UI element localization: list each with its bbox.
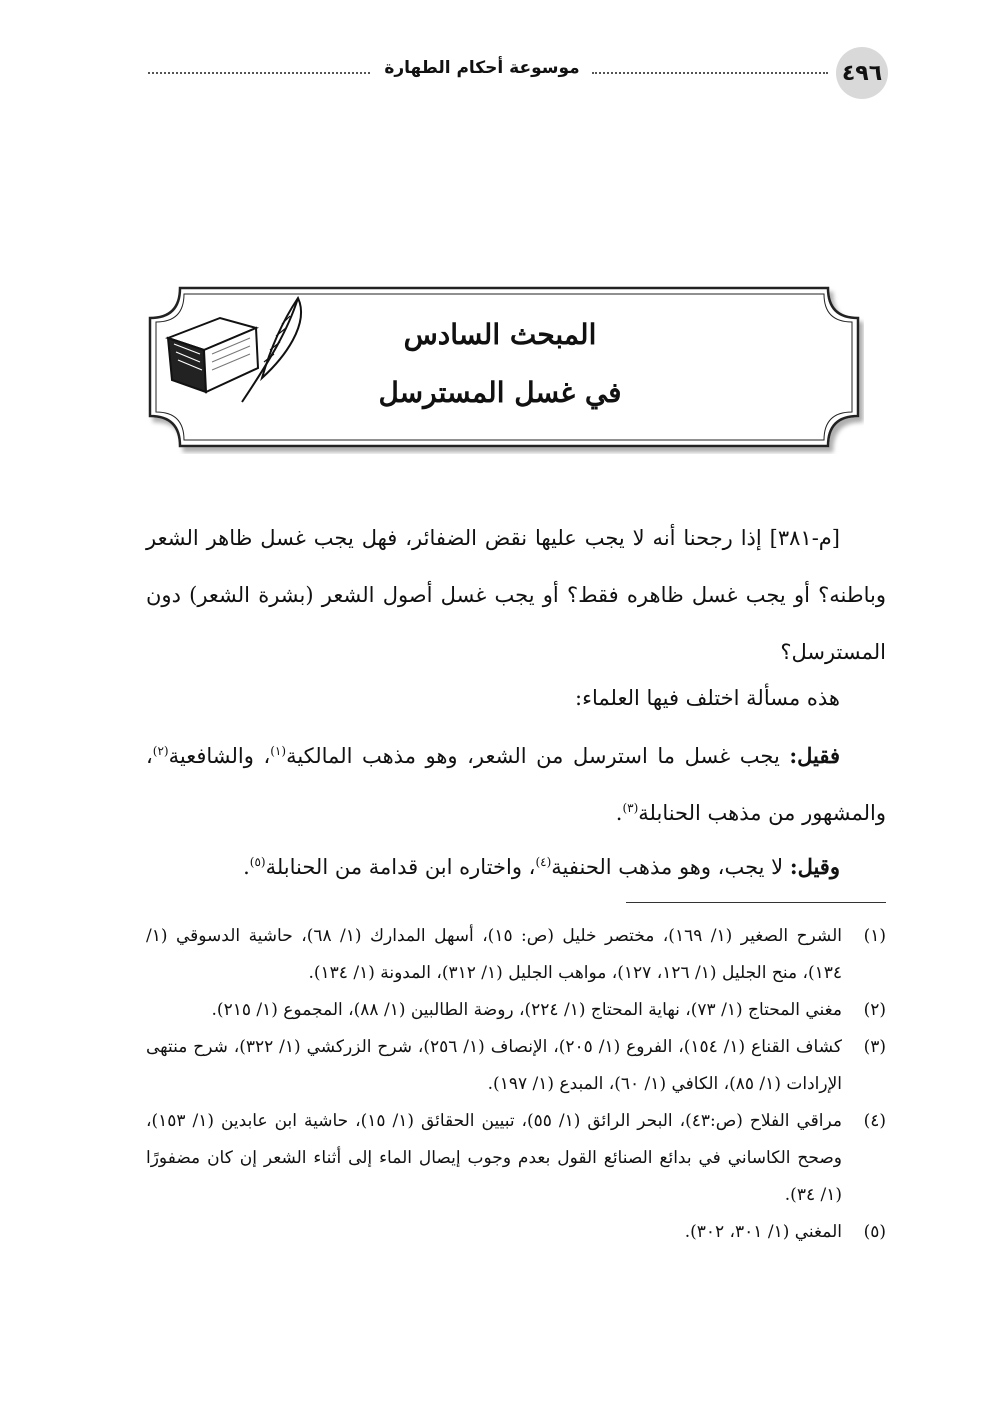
header-divider-right (592, 72, 828, 74)
footnote-text: مراقي الفلاح (ص:٤٣)، البحر الرائق (١/ ٥٥)، تبيين الحقائق (١/ ١٥)، حاشية ابن عابدين (١/ ١٥٣)، وصحح الكاساني في بدائع الصنائع القول بعدم وجوب إيصال الماء إلى أثناء الشعر إن كان مضفورًا (١/ ٣٤). (146, 1111, 842, 1205)
bold-lead: فقيل: (789, 743, 841, 768)
footnote-text: المغني (١/ ٣٠١، ٣٠٢). (684, 1222, 842, 1242)
body-paragraph-1: [م-٣٨١] إذا رجحنا أنه لا يجب عليها نقض الضفائر، فهل يجب غسل ظاهر الشعر وباطنه؟ أو يجب غسل ظاهره فقط؟ أو يجب غسل أصول الشعر (بشرة الشعر) دون المسترسل؟ (146, 526, 886, 664)
footnote-number: (٢) (863, 1000, 886, 1020)
footnote-ref[interactable]: (٢) (152, 744, 169, 758)
book-title: موسوعة أحكام الطهارة (384, 58, 580, 78)
bold-lead: وقيل: (789, 854, 840, 879)
footnote-text: مغني المحتاج (١/ ٧٣)، نهاية المحتاج (١/ ٢٢٤)، روضة الطالبين (١/ ٨٨)، المجموع (١/ ٢١٥). (211, 1000, 842, 1020)
body-paragraph-4: وقيل: لا يجب، وهو مذهب الحنفية$^{(٤)}$، واختاره ابن قدامة من الحنابلة$^{(٥)}$. (243, 854, 840, 879)
footnote-number: (١) (863, 926, 886, 946)
footnote-ref[interactable]: (١) (270, 744, 287, 758)
book-quill-icon (160, 294, 310, 406)
footnote-text: الشرح الصغير (١/ ١٦٩)، مختصر خليل (ص: ١٥)، أسهل المدارك (١/ ٦٨)، حاشية الدسوقي (١/ ١٣٤)، منح الجليل (١/ ١٢٦، ١٢٧)، مواهب الجليل (١/ ٣١٢)، المدونة (١/ ١٣٤). (146, 926, 842, 983)
footnote-ref[interactable]: (٣) (622, 801, 639, 815)
footnote-ref[interactable]: (٤) (535, 855, 552, 869)
page-number: ٤٩٦ (836, 47, 888, 99)
chapter-title: المبحث السادس (403, 318, 597, 351)
footnote-item (146, 992, 886, 1029)
footnote-item (146, 1214, 886, 1251)
footnote-ref[interactable]: (٥) (249, 855, 266, 869)
footnote-number: (٤) (863, 1111, 886, 1131)
footnote-item (146, 918, 886, 992)
footnote-text: كشاف القناع (١/ ١٥٤)، الفروع (١/ ٢٠٥)، الإنصاف (١/ ٢٥٦)، شرح الزركشي (١/ ٣٢٢)، شرح منتهى الإرادات (١/ ٨٥)، الكافي (١/ ٦٠)، المبدع (١/ ١٩٧). (146, 1037, 842, 1094)
body-paragraph-2: هذه مسألة اختلف فيها العلماء: (575, 686, 840, 710)
footnote-number: (٥) (863, 1222, 886, 1242)
header-divider-left (148, 72, 370, 74)
footnote-number: (٣) (863, 1037, 886, 1057)
footnote-item (146, 1029, 886, 1103)
footnote-item (146, 1103, 886, 1214)
chapter-subtitle: في غسل المسترسل (378, 376, 622, 409)
footnote-separator (626, 902, 886, 903)
body-paragraph-3: فقيل: يجب غسل ما استرسل من الشعر، وهو مذهب المالكية$^{(١)}$، والشافعية$^{(٢)}$، والمشهور من مذهب الحنابلة$^{(٣)}$. (146, 743, 886, 825)
footnotes (146, 918, 886, 1251)
